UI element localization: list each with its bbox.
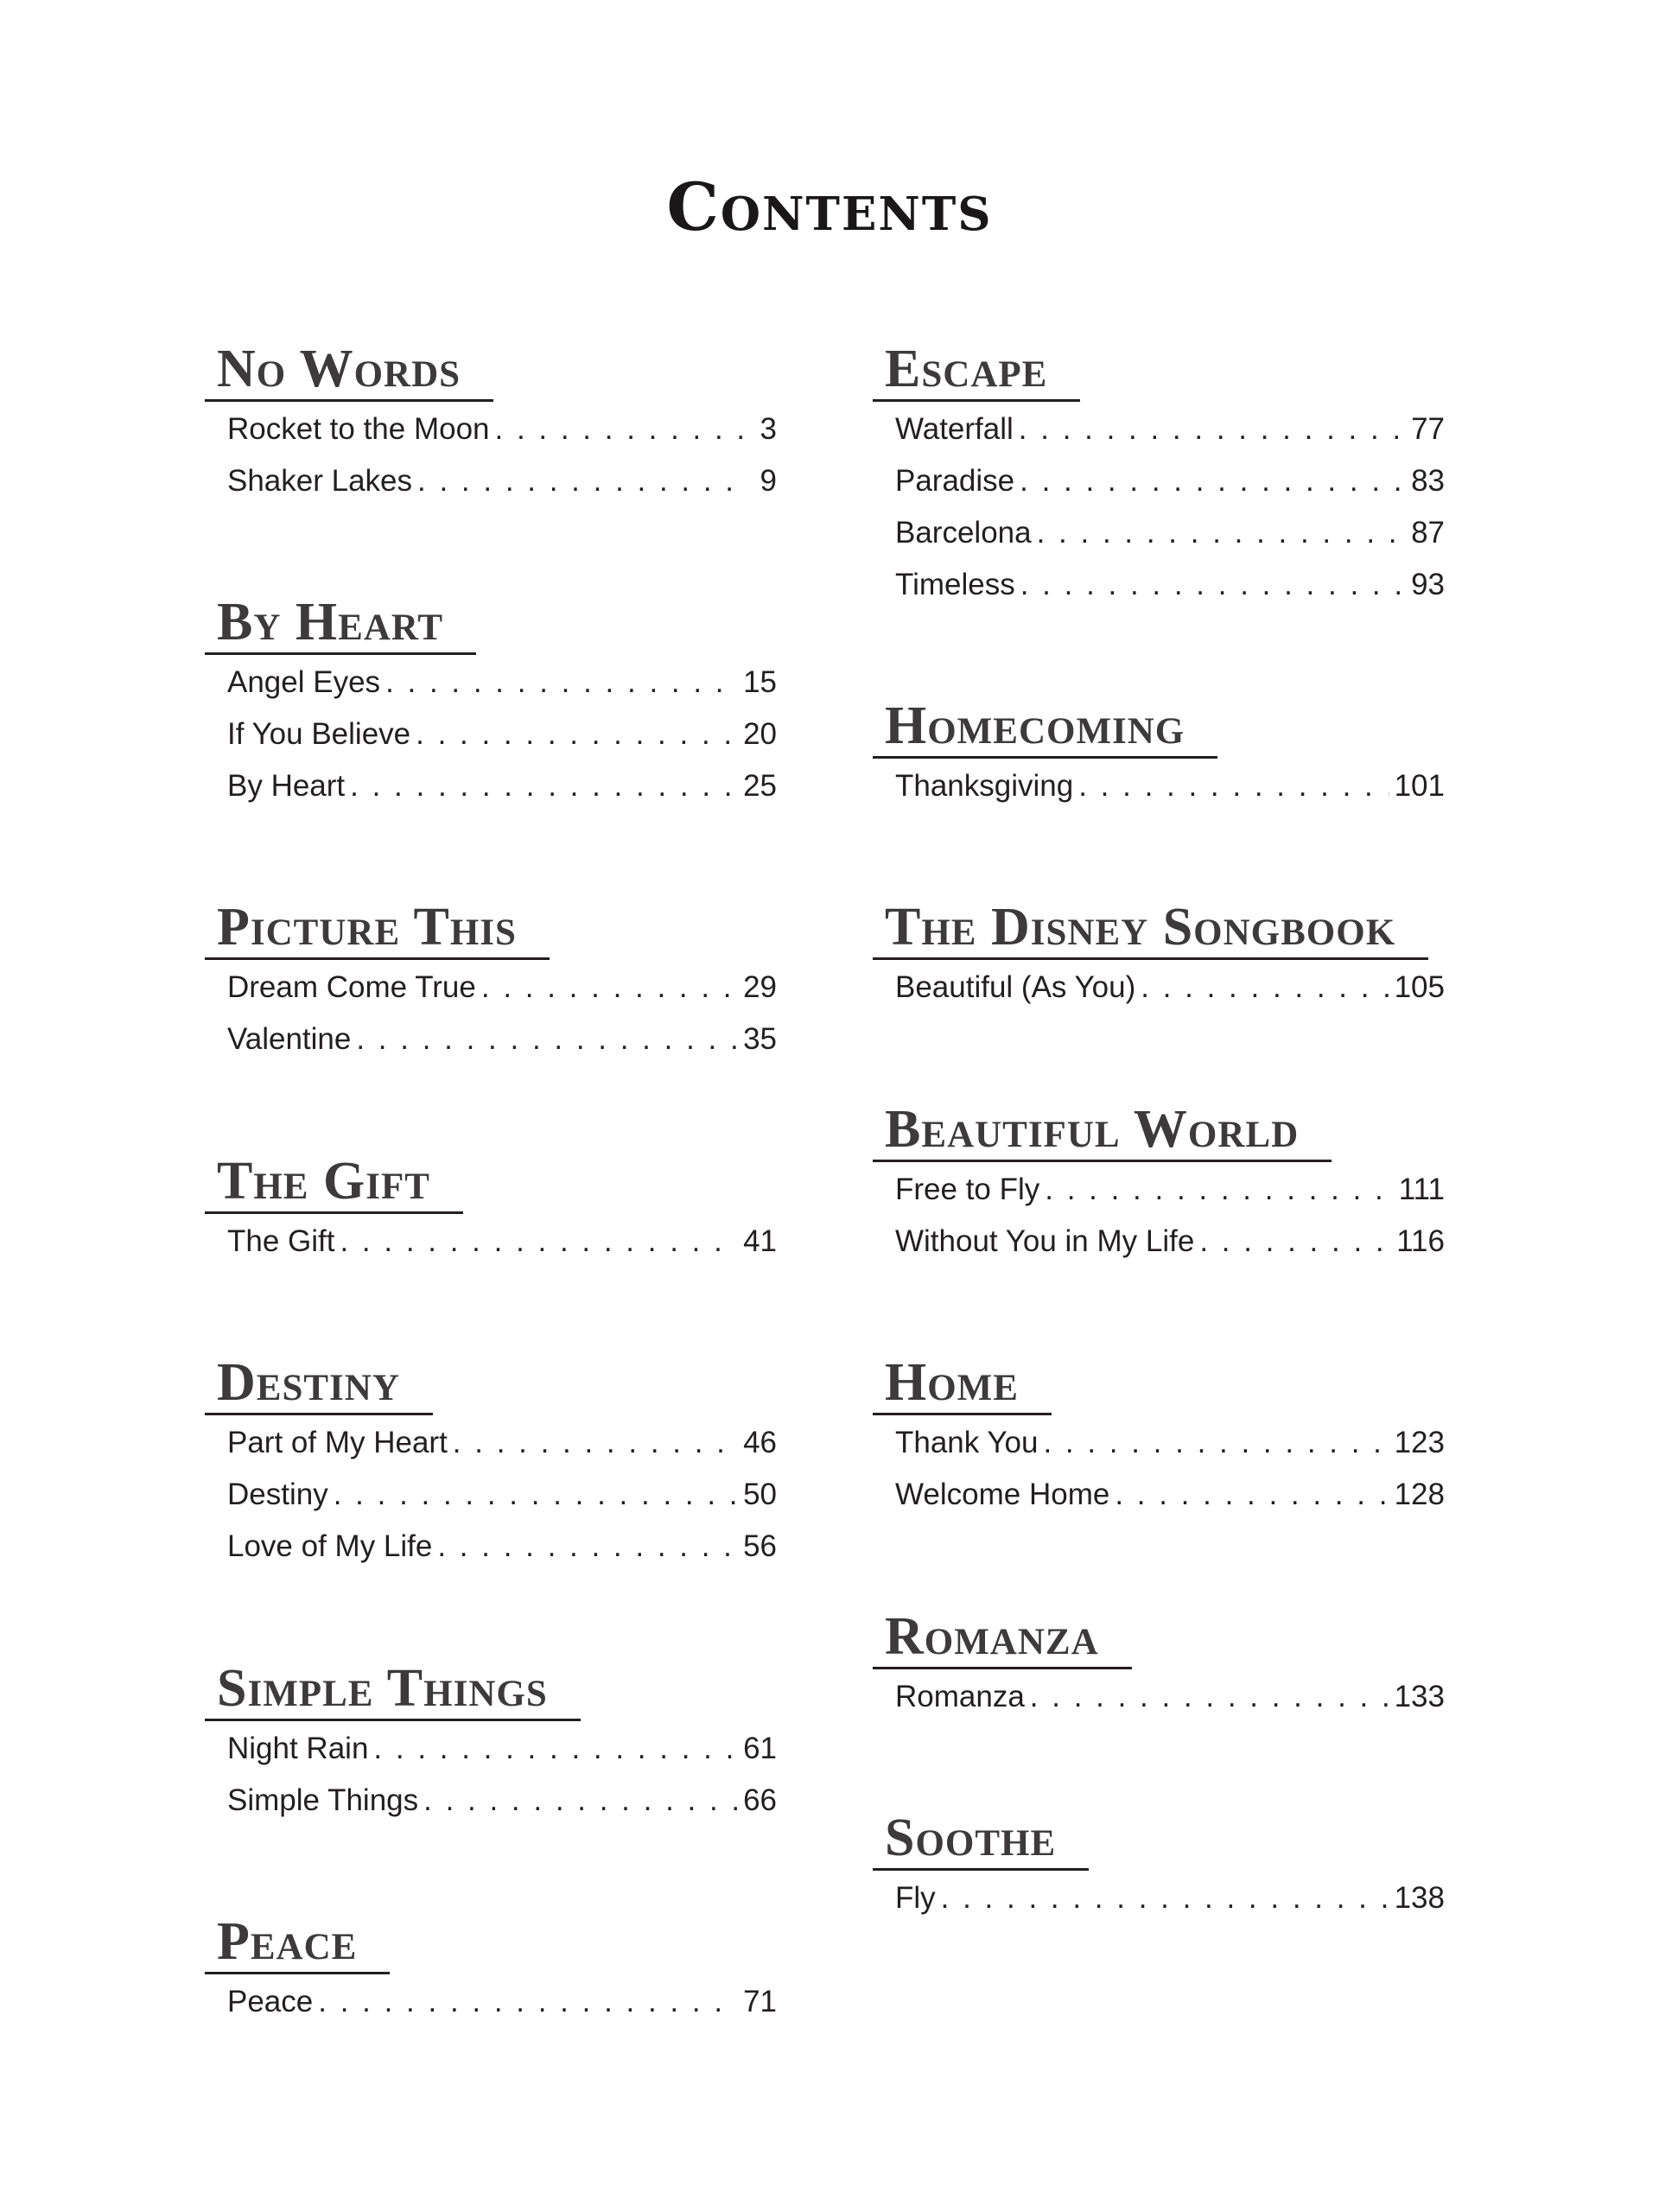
entry-list <box>873 1426 1445 1529</box>
page-number: 9 <box>760 464 777 498</box>
entry-title: Love of My Life <box>227 1529 433 1563</box>
toc-entry[interactable] <box>227 1985 777 2037</box>
page-number: 71 <box>743 1985 777 2018</box>
dot-leader <box>334 1478 738 1512</box>
toc-entry[interactable] <box>895 1680 1445 1732</box>
toc-entry[interactable] <box>895 1478 1445 1529</box>
toc-entry[interactable] <box>227 717 777 769</box>
toc-entry[interactable] <box>227 1783 777 1835</box>
section-heading: The Disney Songbook <box>873 897 1428 960</box>
page-number: 3 <box>760 412 777 446</box>
section-heading: Home <box>873 1352 1052 1415</box>
section-the-disney-songbook <box>873 897 1445 1022</box>
page-number: 138 <box>1394 1881 1445 1915</box>
entry-list <box>205 970 777 1074</box>
page-number: 83 <box>1411 464 1445 498</box>
entry-title: Fly <box>895 1881 936 1915</box>
toc-entry[interactable] <box>227 1022 777 1074</box>
entry-title: Without You in My Life <box>895 1224 1195 1258</box>
page-number: 77 <box>1411 412 1445 446</box>
entry-title: Welcome Home <box>895 1478 1110 1511</box>
entry-title: Night Rain <box>227 1732 369 1765</box>
toc-entry[interactable] <box>895 412 1445 464</box>
dot-leader <box>1141 970 1389 1005</box>
dot-leader <box>1199 1224 1391 1259</box>
entry-list <box>873 769 1445 821</box>
page-number: 29 <box>743 970 777 1004</box>
entry-list <box>873 1881 1445 1933</box>
toc-entry[interactable] <box>227 1426 777 1478</box>
section-beautiful-world <box>873 1099 1445 1276</box>
toc-entry[interactable] <box>227 1732 777 1783</box>
entry-title: Thank You <box>895 1426 1039 1459</box>
entry-list <box>873 1173 1445 1276</box>
toc-entry[interactable] <box>227 769 777 821</box>
section-picture-this <box>205 897 777 1074</box>
dot-leader <box>417 464 744 499</box>
toc-entry[interactable] <box>895 769 1445 821</box>
entry-list <box>873 1680 1445 1732</box>
section-escape <box>873 339 1445 620</box>
section-heading: Homecoming <box>873 696 1217 759</box>
toc-entry[interactable] <box>895 1881 1445 1933</box>
section-homecoming <box>873 696 1445 821</box>
page-number: 35 <box>743 1022 777 1056</box>
page-number: 133 <box>1394 1680 1445 1713</box>
page-number: 105 <box>1394 970 1445 1004</box>
toc-entry[interactable] <box>227 665 777 717</box>
section-heading: By Heart <box>205 592 476 655</box>
entry-list <box>873 412 1445 620</box>
section-romanza <box>873 1606 1445 1732</box>
entry-title: Peace <box>227 1985 314 2018</box>
page-number: 93 <box>1411 568 1445 601</box>
dot-leader <box>318 1985 738 2019</box>
entry-title: Shaker Lakes <box>227 464 413 498</box>
toc-entry[interactable] <box>895 516 1445 568</box>
dot-leader <box>356 1022 738 1057</box>
page-number: 101 <box>1394 769 1445 803</box>
entry-list <box>205 665 777 821</box>
section-by-heart <box>205 592 777 821</box>
toc-entry[interactable] <box>895 568 1445 620</box>
dot-leader <box>1020 464 1406 499</box>
section-no-words <box>205 339 777 516</box>
section-destiny <box>205 1352 777 1581</box>
dot-leader <box>1043 1426 1389 1460</box>
dot-leader <box>423 1783 738 1818</box>
toc-entry[interactable] <box>895 1173 1445 1224</box>
page-number: 50 <box>743 1478 777 1511</box>
dot-leader <box>1020 568 1406 602</box>
section-home <box>873 1352 1445 1529</box>
toc-entry[interactable] <box>227 464 777 516</box>
entry-list <box>205 412 777 516</box>
page-number: 128 <box>1394 1478 1445 1511</box>
dot-leader <box>1037 516 1406 550</box>
dot-leader <box>373 1732 738 1766</box>
entry-title: Paradise <box>895 464 1015 498</box>
toc-entry[interactable] <box>227 1529 777 1581</box>
entry-list <box>873 970 1445 1022</box>
page-number: 111 <box>1398 1173 1445 1206</box>
entry-title: Dream Come True <box>227 970 476 1004</box>
page-number: 15 <box>743 665 777 699</box>
entry-title: Barcelona <box>895 516 1032 550</box>
dot-leader <box>453 1426 738 1460</box>
dot-leader <box>416 717 738 752</box>
section-heading: Beautiful World <box>873 1099 1332 1162</box>
section-simple-things <box>205 1658 777 1835</box>
toc-entry[interactable] <box>895 970 1445 1022</box>
entry-title: If You Believe <box>227 717 411 751</box>
entry-list <box>205 1426 777 1581</box>
entry-title: Destiny <box>227 1478 328 1511</box>
dot-leader <box>1115 1478 1389 1512</box>
page-number: 66 <box>743 1783 777 1817</box>
dot-leader <box>350 769 738 804</box>
toc-entry[interactable] <box>227 412 777 464</box>
entry-title: Waterfall <box>895 412 1014 446</box>
entry-title: Beautiful (As You) <box>895 970 1136 1004</box>
page-number: 25 <box>743 769 777 803</box>
section-heading: Escape <box>873 339 1080 402</box>
section-heading: Peace <box>205 1911 390 1974</box>
dot-leader <box>1030 1680 1389 1714</box>
section-heading: Picture This <box>205 897 550 960</box>
page-number: 41 <box>743 1224 777 1258</box>
section-heading: Romanza <box>873 1606 1132 1669</box>
page-title: Contents <box>666 168 993 245</box>
page-number: 56 <box>743 1529 777 1563</box>
entry-list <box>205 1985 777 2037</box>
entry-title: Angel Eyes <box>227 665 381 699</box>
toc-entry[interactable] <box>227 1224 777 1276</box>
dot-leader <box>1078 769 1389 804</box>
section-heading: The Gift <box>205 1151 463 1214</box>
page-number: 20 <box>743 717 777 751</box>
entry-title: Valentine <box>227 1022 352 1056</box>
page-number: 87 <box>1411 516 1445 550</box>
toc-entry[interactable] <box>895 464 1445 516</box>
dot-leader <box>1019 412 1406 447</box>
entry-title: Free to Fly <box>895 1173 1040 1206</box>
dot-leader <box>385 665 738 700</box>
entry-title: Rocket to the Moon <box>227 412 490 446</box>
entry-title: The Gift <box>227 1224 335 1258</box>
dot-leader <box>481 970 738 1005</box>
entry-title: Timeless <box>895 568 1015 601</box>
page-number: 46 <box>743 1426 777 1459</box>
entry-title: Part of My Heart <box>227 1426 448 1459</box>
section-soothe <box>873 1808 1445 1933</box>
dot-leader <box>1045 1173 1394 1207</box>
entry-title: Thanksgiving <box>895 769 1074 803</box>
section-heading: No Words <box>205 339 493 402</box>
dot-leader <box>340 1224 738 1259</box>
section-heading: Simple Things <box>205 1658 581 1721</box>
page-number: 123 <box>1394 1426 1445 1459</box>
page-number: 61 <box>743 1732 777 1765</box>
entry-list <box>205 1732 777 1835</box>
entry-title: By Heart <box>227 769 346 803</box>
toc-entry[interactable] <box>895 1426 1445 1478</box>
toc-entry[interactable] <box>227 1478 777 1529</box>
section-peace <box>205 1911 777 2037</box>
section-heading: Soothe <box>873 1808 1089 1871</box>
dot-leader <box>437 1529 738 1564</box>
entry-title: Simple Things <box>227 1783 419 1817</box>
entry-title: Romanza <box>895 1680 1025 1713</box>
page-number: 116 <box>1396 1224 1445 1258</box>
dot-leader <box>941 1881 1389 1916</box>
section-heading: Destiny <box>205 1352 433 1415</box>
toc-entry[interactable] <box>895 1224 1445 1276</box>
entry-list <box>205 1224 777 1276</box>
dot-leader <box>495 412 745 447</box>
toc-entry[interactable] <box>227 970 777 1022</box>
section-the-gift <box>205 1151 777 1276</box>
